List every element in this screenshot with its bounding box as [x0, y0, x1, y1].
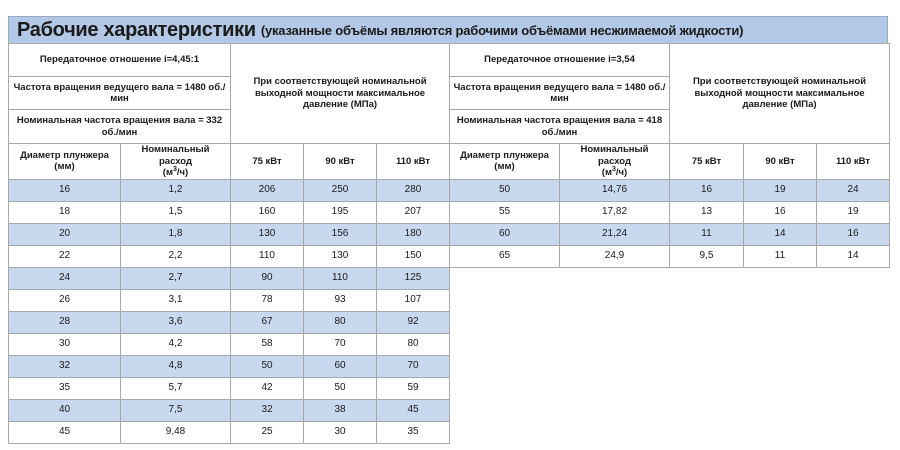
flow-label: Номинальный расход	[141, 144, 210, 167]
diameter-cell: 50	[450, 179, 560, 201]
pressure-90kw-cell: 156	[304, 223, 377, 245]
diameter-cell: 35	[9, 377, 121, 399]
diameter-cell: 65	[450, 245, 560, 267]
table-row	[450, 201, 890, 223]
col-header-diameter: Диаметр плунжера (мм)	[450, 144, 560, 180]
diameter-cell: 26	[9, 289, 121, 311]
table-row	[9, 355, 450, 377]
pressure-75kw-cell: 90	[231, 267, 304, 289]
col-header-75kw: 75 кВт	[231, 144, 304, 180]
flow-cell: 3,6	[121, 311, 231, 333]
pressure-110kw-cell: 16	[817, 223, 890, 245]
pressure-110kw-cell: 59	[377, 377, 450, 399]
flow-cell: 4,2	[121, 333, 231, 355]
flow-unit-sup: 3	[172, 165, 177, 173]
pressure-90kw-cell: 60	[304, 355, 377, 377]
pressure-110kw-cell: 150	[377, 245, 450, 267]
pressure-110kw-cell: 35	[377, 421, 450, 443]
pressure-90kw-cell: 195	[304, 201, 377, 223]
table-row	[9, 377, 450, 399]
flow-cell: 2,2	[121, 245, 231, 267]
pressure-75kw-cell: 58	[231, 333, 304, 355]
left-performance-table	[8, 43, 450, 444]
pressure-90kw-cell: 30	[304, 421, 377, 443]
pressure-75kw-cell: 160	[231, 201, 304, 223]
flow-cell: 17,82	[560, 201, 670, 223]
shaft-speed-cell: Номинальная частота вращения вала = 418 об./мин	[450, 110, 670, 144]
diameter-cell: 40	[9, 399, 121, 421]
table-row	[450, 223, 890, 245]
flow-cell: 2,7	[121, 267, 231, 289]
pressure-110kw-cell: 80	[377, 333, 450, 355]
table-row	[9, 245, 450, 267]
col-header-90kw: 90 кВт	[304, 144, 377, 180]
col-header-flow	[121, 144, 231, 180]
col-header-110kw: 110 кВт	[377, 144, 450, 180]
col-header-diameter: Диаметр плунжера (мм)	[9, 144, 121, 180]
diameter-cell: 18	[9, 201, 121, 223]
table-row	[9, 223, 450, 245]
pressure-75kw-cell: 42	[231, 377, 304, 399]
drive-speed-cell: Частота вращения ведущего вала = 1480 об./мин	[450, 77, 670, 110]
table-row	[9, 333, 450, 355]
flow-cell: 1,5	[121, 201, 231, 223]
pressure-90kw-cell: 80	[304, 311, 377, 333]
diameter-cell: 32	[9, 355, 121, 377]
pressure-110kw-cell: 24	[817, 179, 890, 201]
gear-ratio-cell: Передаточное отношение i=3,54	[450, 44, 670, 77]
flow-cell: 7,5	[121, 399, 231, 421]
pressure-110kw-cell: 92	[377, 311, 450, 333]
pressure-90kw-cell: 70	[304, 333, 377, 355]
pressure-90kw-cell: 38	[304, 399, 377, 421]
pressure-110kw-cell: 125	[377, 267, 450, 289]
table-row	[9, 399, 450, 421]
flow-unit-end: /ч)	[176, 167, 189, 178]
diameter-cell: 60	[450, 223, 560, 245]
flow-unit-end: /ч)	[615, 167, 628, 178]
pressure-75kw-cell: 130	[231, 223, 304, 245]
table-row	[450, 179, 890, 201]
drive-speed-cell: Частота вращения ведущего вала = 1480 об./мин	[9, 77, 231, 110]
pressure-75kw-cell: 11	[670, 223, 744, 245]
page-title: Рабочие характеристики	[17, 18, 256, 41]
table-row	[9, 421, 450, 443]
diameter-cell: 55	[450, 201, 560, 223]
pressure-75kw-cell: 78	[231, 289, 304, 311]
flow-cell: 1,8	[121, 223, 231, 245]
diameter-cell: 22	[9, 245, 121, 267]
table-row	[9, 311, 450, 333]
flow-cell: 14,76	[560, 179, 670, 201]
table-row	[9, 289, 450, 311]
pressure-90kw-cell: 110	[304, 267, 377, 289]
table-row	[9, 267, 450, 289]
pressure-90kw-cell: 50	[304, 377, 377, 399]
pressure-90kw-cell: 19	[744, 179, 817, 201]
flow-unit: (м	[601, 167, 612, 178]
right-performance-table	[449, 43, 890, 268]
diameter-cell: 30	[9, 333, 121, 355]
flow-cell: 1,2	[121, 179, 231, 201]
pressure-75kw-cell: 110	[231, 245, 304, 267]
pressure-90kw-cell: 14	[744, 223, 817, 245]
flow-cell: 5,7	[121, 377, 231, 399]
pressure-90kw-cell: 11	[744, 245, 817, 267]
col-header-110kw: 110 кВт	[817, 144, 890, 180]
title-bar	[8, 16, 888, 44]
pressure-110kw-cell: 180	[377, 223, 450, 245]
right-data-rows	[450, 179, 890, 267]
pressure-75kw-cell: 206	[231, 179, 304, 201]
flow-cell: 9,48	[121, 421, 231, 443]
flow-cell: 4,8	[121, 355, 231, 377]
pressure-header-cell: При соответствующей номинальной выходной мощности максимальное давление (МПа)	[670, 44, 890, 144]
pressure-75kw-cell: 25	[231, 421, 304, 443]
flow-unit-sup: 3	[611, 165, 616, 173]
pressure-75kw-cell: 50	[231, 355, 304, 377]
pressure-90kw-cell: 130	[304, 245, 377, 267]
flow-label: Номинальный расход	[580, 144, 649, 167]
pressure-110kw-cell: 19	[817, 201, 890, 223]
diameter-cell: 16	[9, 179, 121, 201]
pressure-90kw-cell: 16	[744, 201, 817, 223]
table-row	[9, 201, 450, 223]
pressure-90kw-cell: 250	[304, 179, 377, 201]
col-header-flow	[560, 144, 670, 180]
flow-cell: 3,1	[121, 289, 231, 311]
gear-ratio-cell: Передаточное отношение i=4,45:1	[9, 44, 231, 77]
col-header-75kw: 75 кВт	[670, 144, 744, 180]
diameter-cell: 45	[9, 421, 121, 443]
page-subtitle: (указанные объёмы являются рабочими объёмами несжимаемой жидкости)	[260, 22, 744, 38]
table-row	[450, 245, 890, 267]
pressure-75kw-cell: 16	[670, 179, 744, 201]
flow-cell: 21,24	[560, 223, 670, 245]
left-data-rows	[9, 179, 450, 443]
pressure-110kw-cell: 207	[377, 201, 450, 223]
diameter-cell: 24	[9, 267, 121, 289]
pressure-110kw-cell: 70	[377, 355, 450, 377]
pressure-110kw-cell: 14	[817, 245, 890, 267]
pressure-header-cell: При соответствующей номинальной выходной мощности максимальное давление (МПа)	[231, 44, 450, 144]
pressure-75kw-cell: 67	[231, 311, 304, 333]
diameter-cell: 28	[9, 311, 121, 333]
pressure-75kw-cell: 32	[231, 399, 304, 421]
pressure-75kw-cell: 9,5	[670, 245, 744, 267]
flow-cell: 24,9	[560, 245, 670, 267]
pressure-90kw-cell: 93	[304, 289, 377, 311]
diameter-cell: 20	[9, 223, 121, 245]
pressure-110kw-cell: 280	[377, 179, 450, 201]
col-header-90kw: 90 кВт	[744, 144, 817, 180]
flow-unit: (м	[162, 167, 173, 178]
pressure-75kw-cell: 13	[670, 201, 744, 223]
pressure-110kw-cell: 45	[377, 399, 450, 421]
table-row	[9, 179, 450, 201]
pressure-110kw-cell: 107	[377, 289, 450, 311]
shaft-speed-cell: Номинальная частота вращения вала = 332 об./мин	[9, 110, 231, 144]
